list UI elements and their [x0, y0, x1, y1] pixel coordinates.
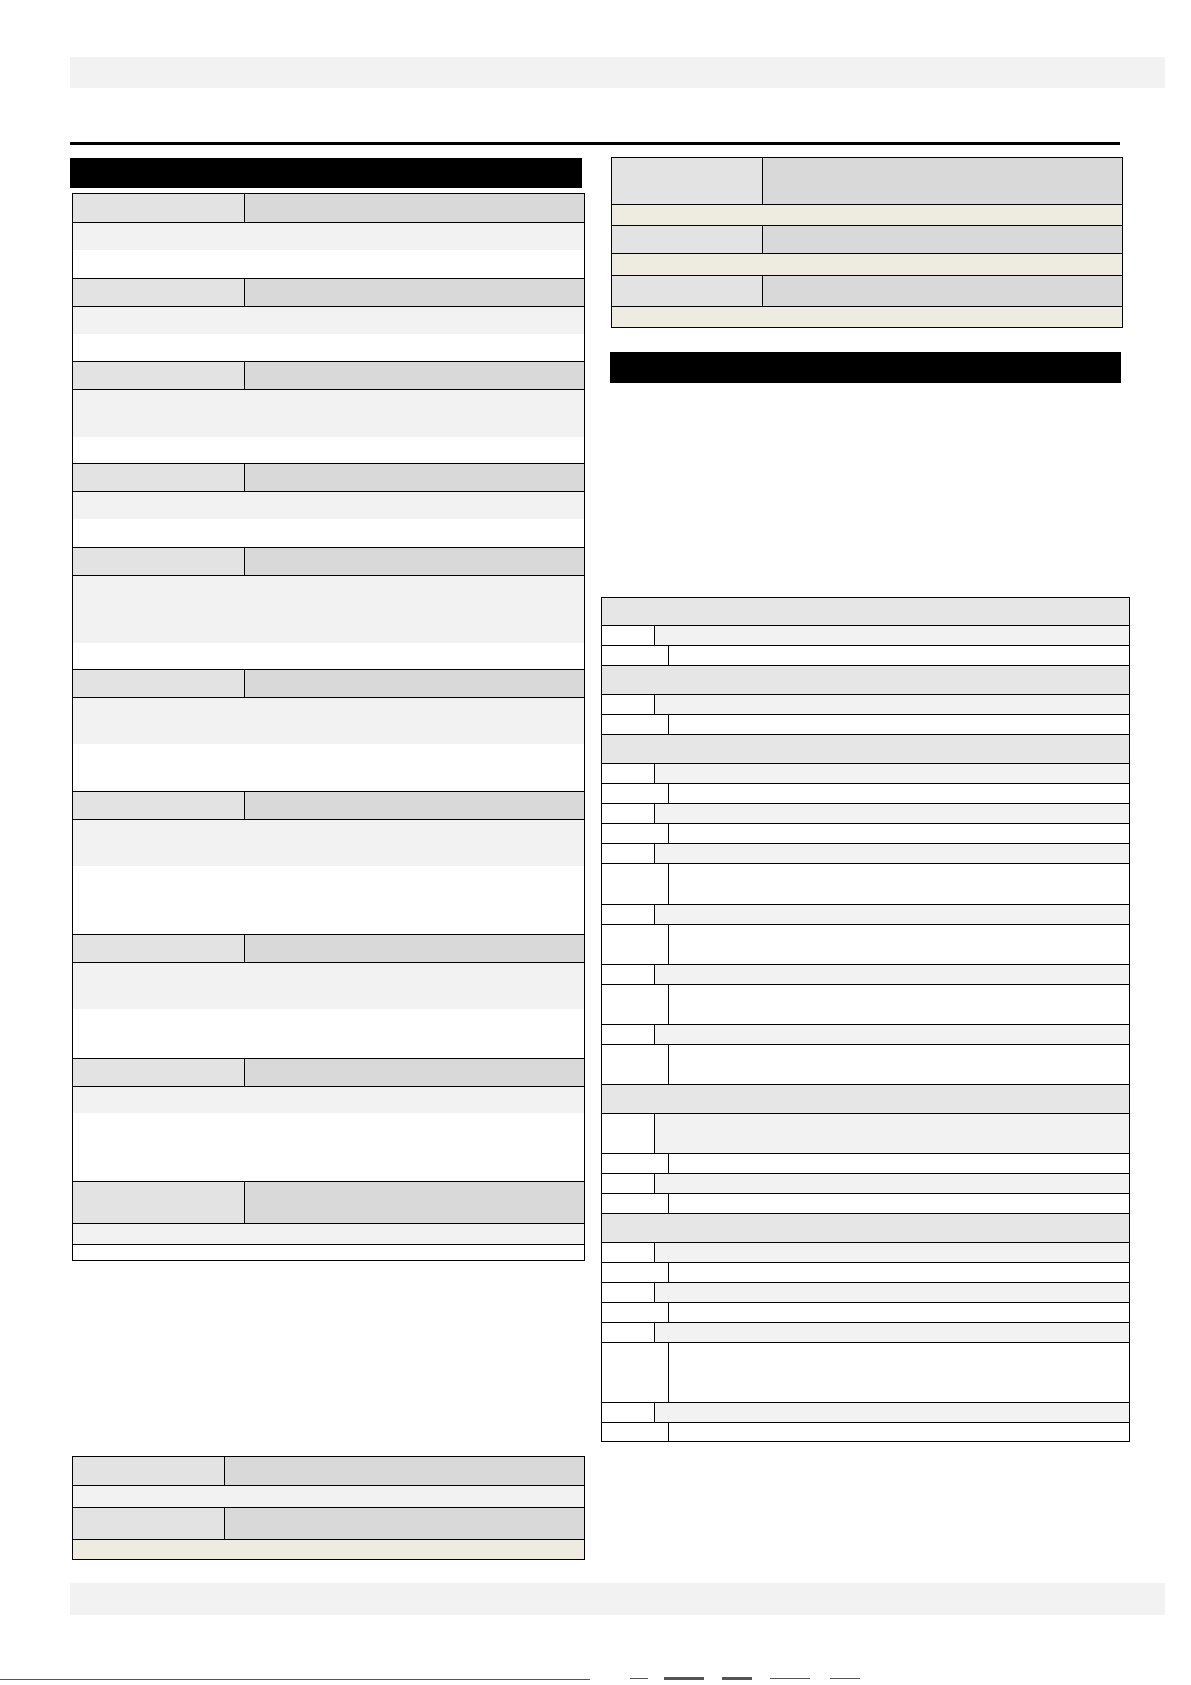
list-item-text [669, 1263, 1129, 1282]
top-note-row [612, 307, 1122, 328]
top-label-cell [612, 158, 763, 204]
top-header-row [612, 158, 1122, 205]
record-detail-row [73, 698, 584, 792]
header-rule [70, 142, 1120, 145]
record-label-cell [73, 194, 245, 222]
list-item-code [602, 1045, 669, 1084]
right-section-text [610, 392, 1121, 582]
bottom-strip-mark [830, 1678, 860, 1679]
list-item [602, 1263, 1129, 1283]
top-header-row [612, 226, 1122, 254]
lower-label-cell [73, 1457, 225, 1485]
list-item-text [655, 804, 1129, 823]
list-item-text [655, 1025, 1129, 1044]
lower-note-row [73, 1540, 584, 1560]
record-detail-cell [73, 1087, 584, 1113]
record-detail-cell [73, 963, 584, 1009]
record-label-cell [73, 792, 245, 819]
list-item-text [655, 844, 1129, 863]
list-item [602, 905, 1129, 925]
list-item-code [602, 1263, 669, 1282]
record-header-row [73, 792, 584, 820]
top-value-cell [763, 226, 1122, 253]
list-item [602, 824, 1129, 844]
list-item-text [655, 1174, 1129, 1193]
record-label-cell [73, 670, 245, 697]
list-item-code [602, 646, 669, 665]
list-item-code [602, 1243, 655, 1262]
lower-header-row [73, 1457, 584, 1486]
list-item [602, 1174, 1129, 1194]
record-value-cell [245, 362, 584, 389]
record-note-cell [73, 335, 584, 361]
record-label-cell [73, 464, 245, 491]
record-header-row [73, 464, 584, 492]
record-note-cell [73, 251, 584, 278]
record-detail-cell [73, 223, 584, 250]
right-top-table [611, 157, 1123, 328]
record-note-cell [73, 1010, 584, 1058]
list-item-code [602, 695, 655, 714]
record-detail-row [73, 1087, 584, 1182]
record-note-row [73, 1245, 584, 1261]
list-item-text [669, 1154, 1129, 1173]
record-label-cell [73, 935, 245, 962]
top-value-cell [763, 158, 1122, 204]
record-detail-cell [73, 492, 584, 519]
lower-header-row [73, 1508, 584, 1540]
list-item-code [602, 1323, 655, 1342]
list-item [602, 695, 1129, 715]
record-note-cell [73, 644, 584, 669]
record-header-row [73, 194, 584, 223]
list-item-text [669, 925, 1129, 964]
list-item-text [669, 1423, 1129, 1442]
record-note-cell [73, 520, 584, 547]
list-item-code [602, 1114, 655, 1153]
record-note-cell [73, 1114, 584, 1181]
list-item-text [655, 1243, 1129, 1262]
list-item-text [655, 965, 1129, 984]
record-label-cell [73, 1059, 245, 1086]
record-detail-row [73, 307, 584, 362]
list-item [602, 1154, 1129, 1174]
record-value-cell [245, 464, 584, 491]
list-item-code [602, 985, 669, 1024]
record-note-cell [73, 438, 584, 463]
top-note-row [612, 205, 1122, 226]
list-item [602, 1114, 1129, 1154]
list-item-text [669, 715, 1129, 734]
list-item-code [602, 844, 655, 863]
list-group-title [602, 666, 1129, 695]
record-detail-row [73, 576, 584, 670]
list-item-code [602, 804, 655, 823]
record-note-cell [73, 745, 584, 791]
record-detail-row [73, 963, 584, 1059]
list-item-code [602, 1303, 669, 1322]
list-item-text [655, 905, 1129, 924]
list-item [602, 626, 1129, 646]
list-item-text [669, 1045, 1129, 1084]
list-item-text [655, 1403, 1129, 1422]
record-detail-row [73, 223, 584, 279]
list-item [602, 804, 1129, 824]
record-detail-row [73, 390, 584, 464]
list-item [602, 1423, 1129, 1442]
list-item-text [655, 1323, 1129, 1342]
bottom-strip-mark [722, 1677, 752, 1680]
record-header-row [73, 670, 584, 698]
list-item-text [669, 646, 1129, 665]
list-item-code [602, 1194, 669, 1213]
list-item-text [669, 864, 1129, 904]
record-detail-row [73, 492, 584, 548]
record-label-cell [73, 548, 245, 575]
list-item-text [655, 1283, 1129, 1302]
list-group-title [602, 598, 1129, 626]
bottom-strip-line [0, 1679, 590, 1680]
list-item [602, 1025, 1129, 1045]
lower-value-cell [225, 1457, 584, 1485]
bottom-strip-mark [630, 1678, 648, 1679]
lower-detail-row [73, 1486, 584, 1508]
list-item-code [602, 626, 655, 645]
record-header-row [73, 548, 584, 576]
top-label-cell [612, 226, 763, 253]
list-item [602, 844, 1129, 864]
record-detail-row [73, 820, 584, 935]
list-item-code [602, 1154, 669, 1173]
list-item-code [602, 1423, 669, 1442]
left-records-table [72, 193, 585, 1261]
list-item [602, 1194, 1129, 1214]
top-label-cell [612, 276, 763, 306]
list-item-code [602, 1343, 669, 1402]
list-item-code [602, 965, 655, 984]
left-lower-table [72, 1456, 585, 1560]
list-item [602, 646, 1129, 666]
record-value-cell [245, 279, 584, 306]
list-item [602, 1323, 1129, 1343]
right-list-table [601, 597, 1130, 1442]
list-item-text [669, 784, 1129, 803]
list-item-text [655, 1114, 1129, 1153]
record-header-row [73, 935, 584, 963]
list-item [602, 925, 1129, 965]
top-value-cell [763, 276, 1122, 306]
list-item-text [655, 764, 1129, 783]
record-header-row [73, 1059, 584, 1087]
record-detail-cell [73, 307, 584, 334]
list-item [602, 864, 1129, 905]
list-group-title [602, 735, 1129, 764]
record-value-cell [245, 935, 584, 962]
list-item [602, 784, 1129, 804]
left-section-title [70, 158, 582, 188]
list-item [602, 715, 1129, 735]
right-section-title [610, 352, 1121, 383]
list-item [602, 1283, 1129, 1303]
list-item-text [669, 1303, 1129, 1322]
bottom-strip-mark [770, 1678, 810, 1679]
list-group-title [602, 1214, 1129, 1243]
list-item-text [669, 1343, 1129, 1402]
record-detail-row [73, 1224, 584, 1245]
list-item-code [602, 784, 669, 803]
record-detail-cell [73, 698, 584, 744]
record-detail-cell [73, 820, 584, 866]
record-value-cell [245, 670, 584, 697]
list-item-code [602, 925, 669, 964]
page-header-band [70, 57, 1165, 88]
list-item [602, 1403, 1129, 1423]
list-item [602, 1243, 1129, 1263]
record-value-cell [245, 548, 584, 575]
list-item-code [602, 715, 669, 734]
bottom-strip-mark [664, 1677, 704, 1680]
list-item-code [602, 1403, 655, 1422]
list-item-code [602, 824, 669, 843]
top-note-row [612, 254, 1122, 276]
record-label-cell [73, 362, 245, 389]
list-item-code [602, 864, 669, 904]
record-header-row [73, 1182, 584, 1224]
list-item-code [602, 764, 655, 783]
record-header-row [73, 362, 584, 390]
list-item-code [602, 1174, 655, 1193]
list-item-text [669, 1194, 1129, 1213]
record-detail-cell [73, 576, 584, 643]
list-item-text [655, 695, 1129, 714]
record-value-cell [245, 194, 584, 222]
record-label-cell [73, 1182, 245, 1223]
list-item-text [655, 626, 1129, 645]
list-item [602, 764, 1129, 784]
lower-value-cell [225, 1508, 584, 1539]
list-item-code [602, 1283, 655, 1302]
lower-label-cell [73, 1508, 225, 1539]
list-item-code [602, 1025, 655, 1044]
list-item-text [669, 824, 1129, 843]
list-item-text [669, 985, 1129, 1024]
list-item [602, 1343, 1129, 1403]
top-header-row [612, 276, 1122, 307]
page-footer-band [70, 1583, 1165, 1615]
list-group-title [602, 1085, 1129, 1114]
list-item [602, 1303, 1129, 1323]
record-detail-cell [73, 390, 584, 437]
record-label-cell [73, 279, 245, 306]
list-item [602, 1045, 1129, 1085]
record-header-row [73, 279, 584, 307]
list-item-code [602, 905, 655, 924]
list-item [602, 965, 1129, 985]
bottom-strip [0, 1676, 1191, 1682]
list-item [602, 985, 1129, 1025]
record-value-cell [245, 1059, 584, 1086]
record-value-cell [245, 792, 584, 819]
record-note-cell [73, 867, 584, 934]
record-value-cell [245, 1182, 584, 1223]
